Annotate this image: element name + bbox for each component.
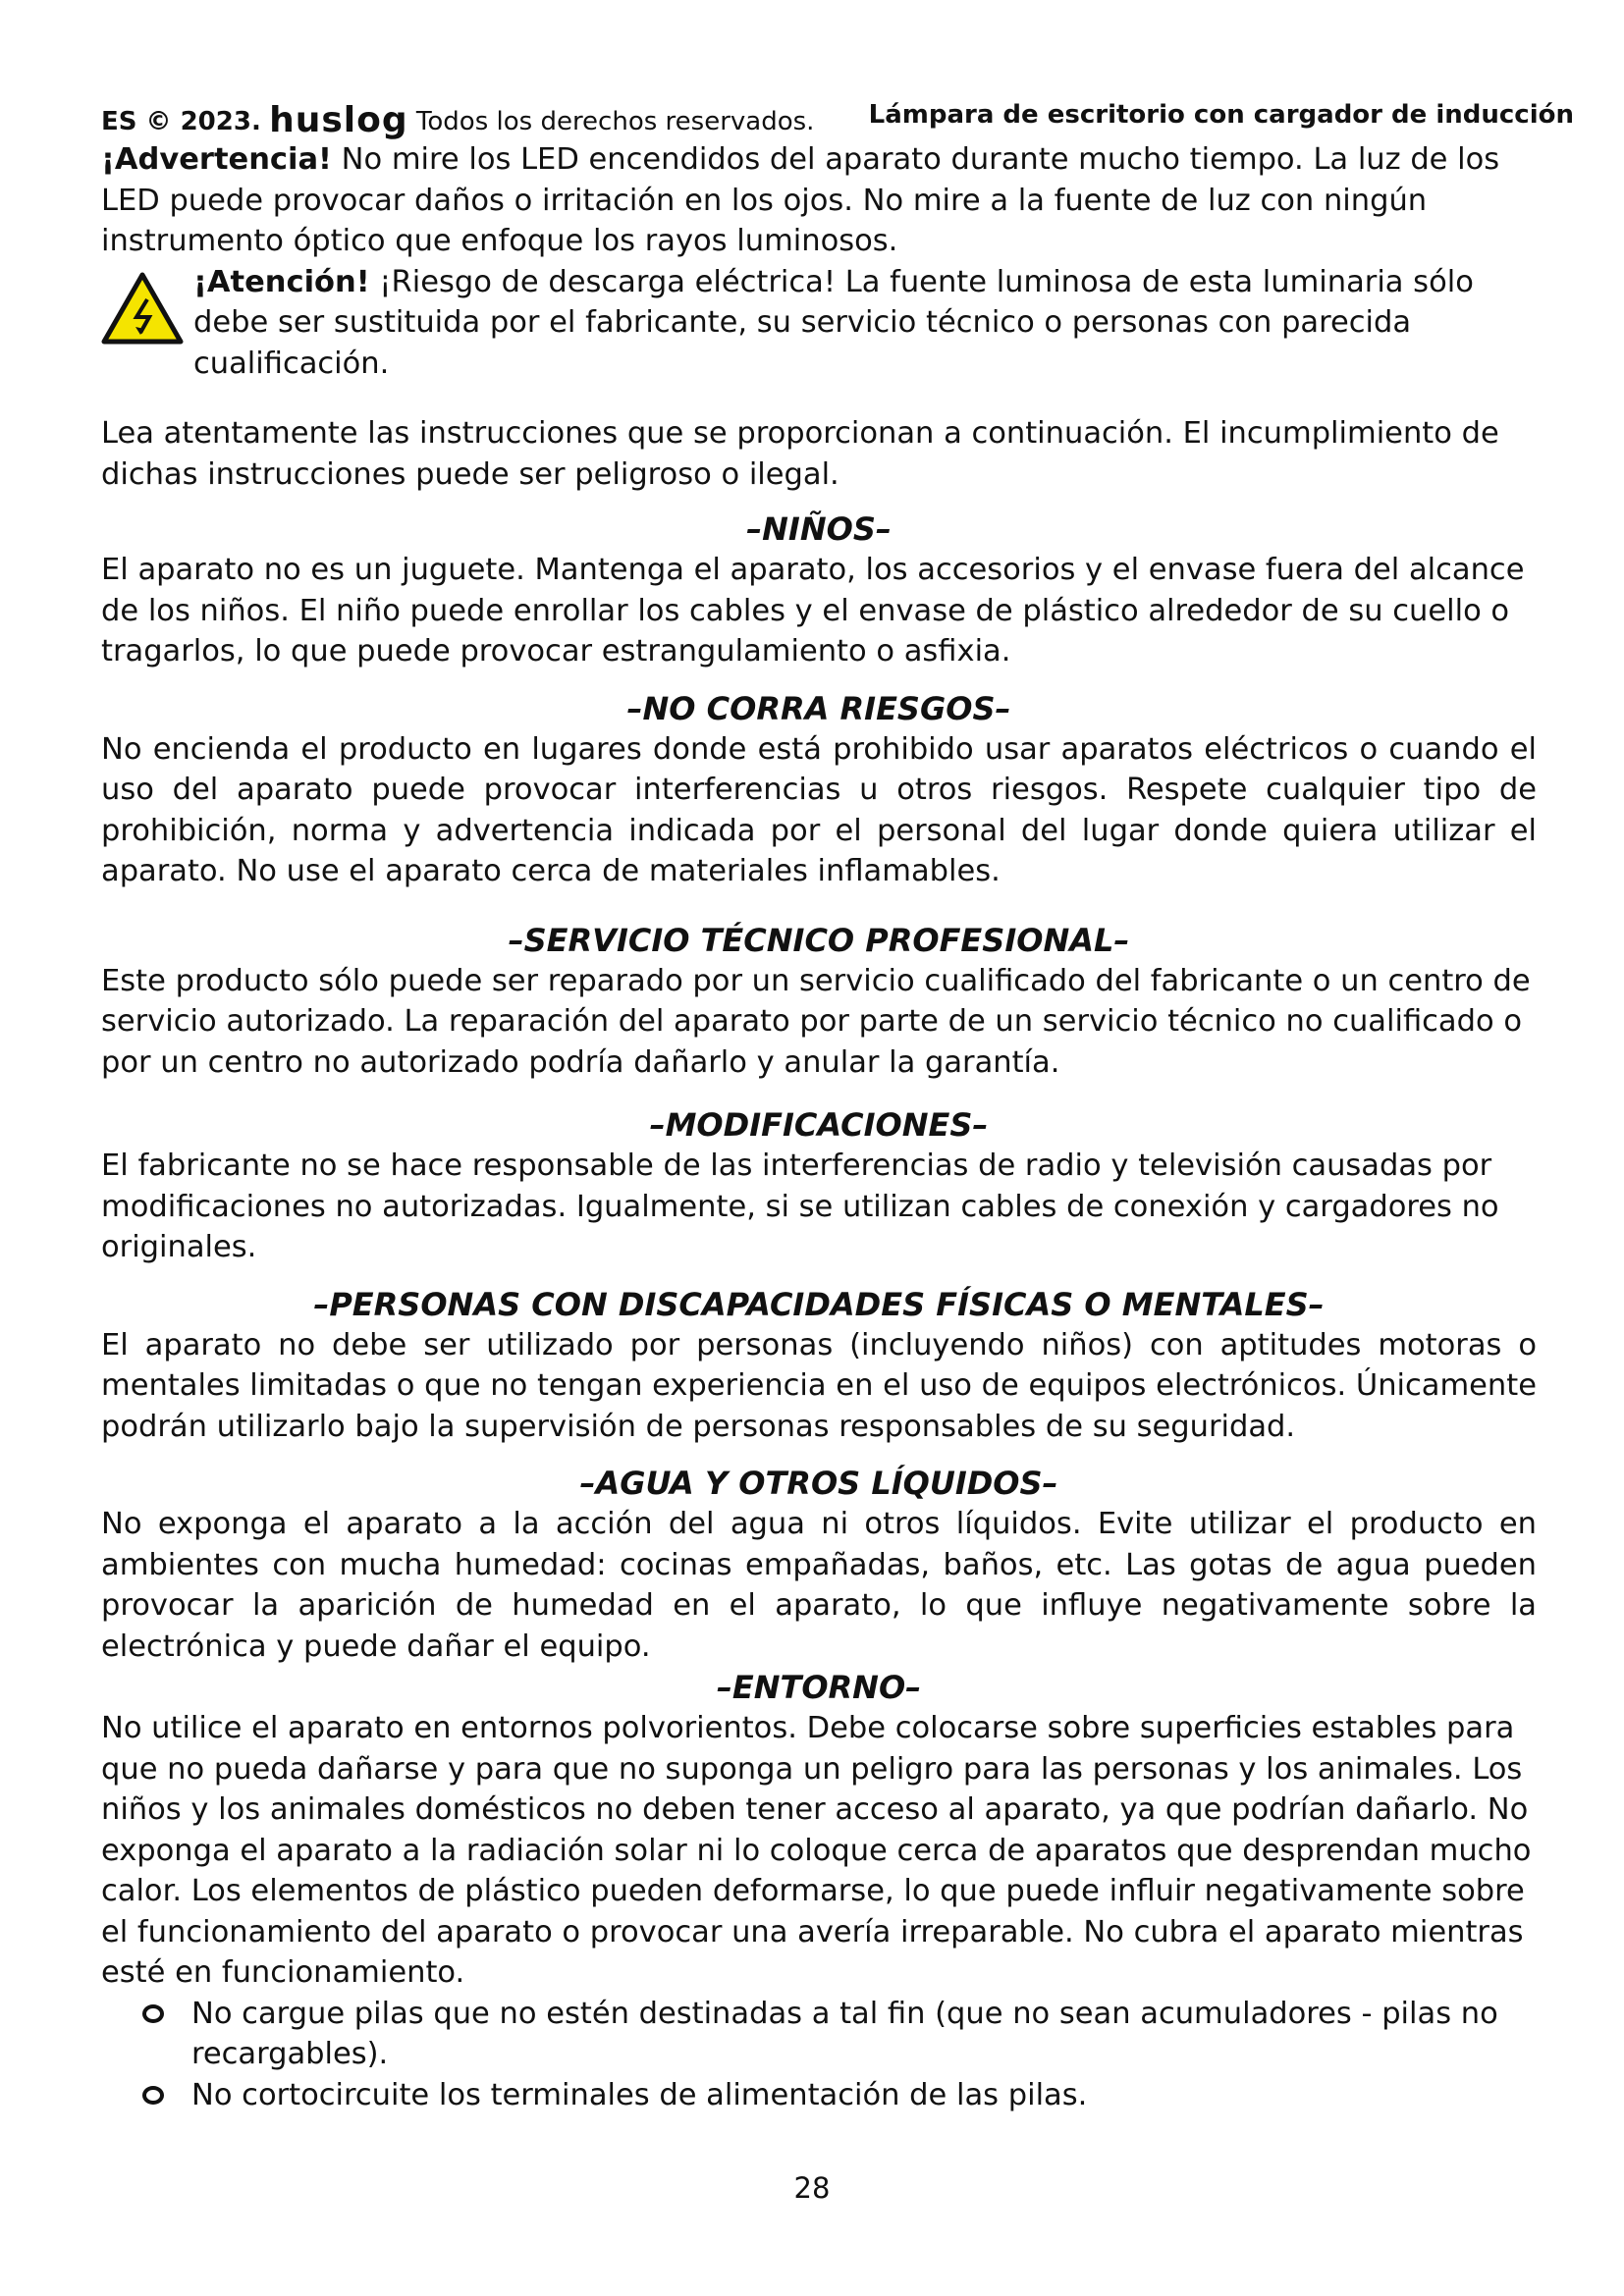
battery-bullet-list (101, 1994, 1537, 2116)
advertencia-text: No mire los LED encendidos del aparato durante mucho tiempo. La luz de los LED puede provocar daños o irritación en los ojos. No mire a la fuente de luz con ningún instrumento óptico que enfoque los rayos luminosos. (101, 142, 1500, 258)
list-item (191, 1994, 1537, 2075)
section-title-agua: –AGUA Y OTROS LÍQUIDOS– (579, 1465, 1058, 1502)
copyright-prefix: ES © 2023. (101, 107, 261, 136)
bullet-circle-icon (142, 2086, 164, 2105)
section-text-discapacidades: El aparato no debe ser utilizado por personas (incluyendo niños) con aptitudes motoras o mentales limitadas o que no tengan experiencia en el uso de equipos electrónicos. Únicamente podrán utilizarlo bajo la supervisión de personas responsables de su seguridad. (101, 1327, 1537, 1444)
advertencia-paragraph (101, 139, 1537, 262)
read-instructions-paragraph: Lea atentamente las instrucciones que se proporcionan a continuación. El incumplimiento de dichas instrucciones puede ser peligroso o ilegal. (101, 416, 1499, 492)
section-text-servicio: Este producto sólo puede ser reparado por un servicio cualificado del fabricante o un centro de servicio autorizado. La reparación del aparato por parte de un servicio técnico no cualificado o por un centro no autorizado podría dañarlo y anular la garantía. (101, 963, 1531, 1080)
section-text-entorno: No utilice el aparato en entornos polvorientos. Debe colocarse sobre superficies estables para que no pueda dañarse y para que no suponga un peligro para las personas y los animales. Los niños y los animales domésticos no deben tener acceso al aparato, ya que podrían dañarlo. No exponga el aparato a la radiación solar ni lo coloque cerca de aparatos que desprendan mucho calor. Los elementos de plástico pueden deformarse, lo que puede influir negativamente sobre el funcionamiento del aparato o provocar una avería irreparable. No cubra el aparato mientras esté en funcionamiento. (101, 1711, 1532, 1990)
document-page (101, 96, 1574, 2115)
brand-logo: huslog (269, 100, 408, 140)
advertencia-label: ¡Advertencia! (101, 142, 332, 177)
section-title-servicio: –SERVICIO TÉCNICO PROFESIONAL– (508, 921, 1130, 959)
section-title-modificaciones: –MODIFICACIONES– (649, 1106, 989, 1144)
attention-label: ¡Atención! (193, 264, 370, 299)
copyright-line (101, 100, 814, 140)
page-number: 28 (793, 2171, 831, 2205)
rights-text: Todos los derechos reservados. (415, 107, 815, 136)
section-text-ninos: El aparato no es un juguete. Mantenga el aparato, los accesorios y el envase fuera del alcance de los niños. El niño puede enrollar los cables y el envase de plástico alrededor de su cuello o tragarlos, lo que puede provocar estrangulamiento o asfixia. (101, 553, 1525, 668)
attention-block (101, 262, 1537, 385)
section-text-modificaciones: El fabricante no se hace responsable de las interferencias de radio y televisión causadas por modificaciones no autorizadas. Igualmente, si se utilizan cables de conexión y cargadores no originales. (101, 1148, 1499, 1264)
bullet-text: No cortocircuite los terminales de alimentación de las pilas. (191, 2077, 1088, 2112)
section-text-riesgos: No encienda el producto en lugares donde está prohibido usar aparatos eléctricos o cuando el uso del aparato puede provocar interferencias u otros riesgos. Respete cualquier tipo de prohibición, norma y advertencia indicada por el personal del lugar donde quiera utilizar el aparato. No use el aparato cerca de materiales inflamables. (101, 731, 1537, 888)
section-title-riesgos: –NO CORRA RIESGOS– (626, 689, 1011, 727)
page-header (101, 96, 1574, 140)
bullet-circle-icon (142, 2004, 164, 2023)
product-title: Lámpara de escritorio con cargador de inducción (868, 100, 1574, 130)
attention-paragraph (193, 262, 1537, 385)
bullet-text: No cargue pilas que no estén destinadas a tal fin (que no sean acumuladores - pilas no recargables). (191, 1996, 1498, 2071)
section-text-agua: No exponga el aparato a la acción del agua ni otros líquidos. Evite utilizar el producto en ambientes con mucha humedad: cocinas empañadas, baños, etc. Las gotas de agua pueden provocar la aparición de humedad en el aparato, lo que influye negativamente sobre la electrónica y puede dañar el equipo. (101, 1507, 1537, 1664)
section-title-ninos: –NIÑOS– (746, 510, 892, 548)
section-title-discapacidades: –PERSONAS CON DISCAPACIDADES FÍSICAS O MENTALES– (313, 1285, 1325, 1323)
attention-text: ¡Riesgo de descarga eléctrica! La fuente luminosa de esta luminaria sólo debe ser sustituida por el fabricante, su servicio técnico o personas con parecida cualificación. (193, 264, 1474, 381)
list-item (191, 2075, 1537, 2116)
electric-hazard-icon (101, 272, 184, 345)
section-title-entorno: –ENTORNO– (716, 1669, 922, 1706)
